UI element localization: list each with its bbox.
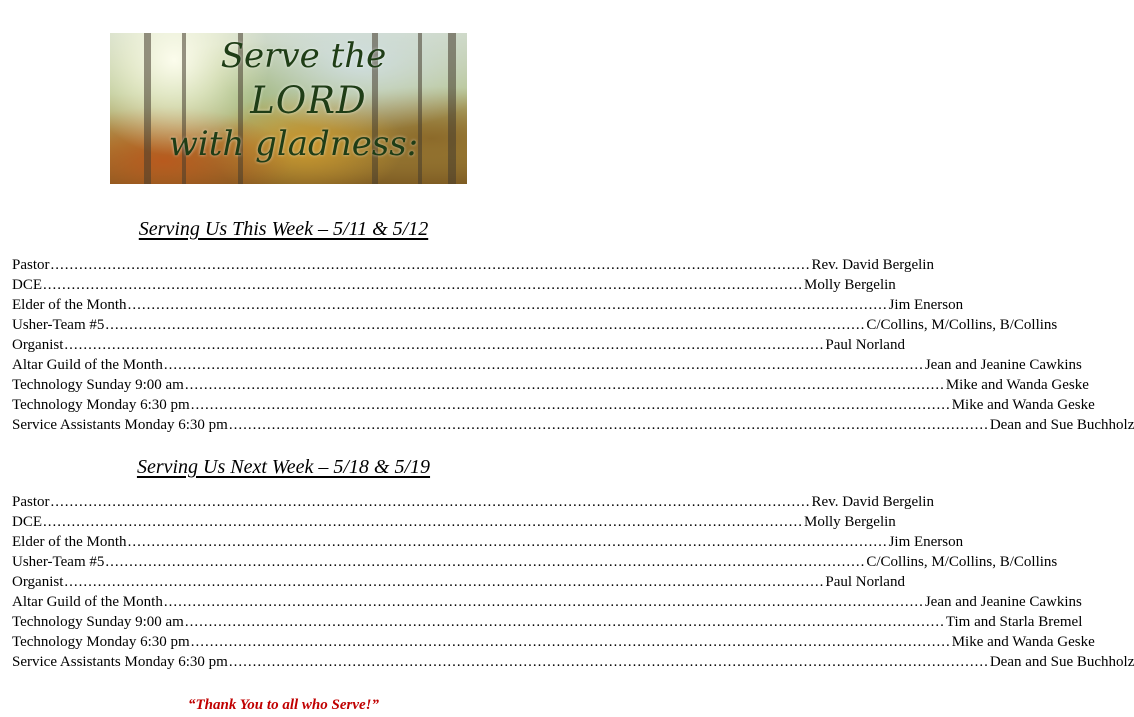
role-label: Service Assistants Monday 6:30 pm bbox=[12, 654, 228, 670]
list-item bbox=[12, 612, 1083, 632]
list-item bbox=[12, 572, 905, 592]
leader-dots: ................................................................................................................................................................ bbox=[105, 554, 866, 570]
role-label: Pastor bbox=[12, 257, 50, 273]
role-label: Technology Monday 6:30 pm bbox=[12, 634, 190, 650]
list-item bbox=[12, 632, 1095, 652]
role-label: DCE bbox=[12, 277, 42, 293]
banner-line-2: LORD bbox=[250, 79, 367, 122]
leader-dots: ................................................................................................................................................................ bbox=[190, 634, 951, 650]
role-label: Pastor bbox=[12, 494, 50, 510]
assignee-name: Jim Enerson bbox=[888, 297, 964, 313]
role-label: Elder of the Month bbox=[12, 297, 127, 313]
leader-dots: ................................................................................................................................................................ bbox=[64, 337, 825, 353]
leader-dots: ................................................................................................................................................................ bbox=[50, 257, 811, 273]
assignee-name: Dean and Sue Buchholz bbox=[989, 654, 1134, 670]
list-item bbox=[12, 592, 1082, 612]
leader-dots: ................................................................................................................................................................ bbox=[105, 317, 866, 333]
this-week-title: Serving Us This Week – 5/11 & 5/12 bbox=[138, 218, 429, 240]
list-item bbox=[12, 512, 896, 532]
banner-line-1: Serve the bbox=[220, 36, 387, 76]
leader-dots: ................................................................................................................................................................ bbox=[43, 514, 803, 530]
assignee-name: Mike and Wanda Geske bbox=[951, 634, 1095, 650]
this-week-list bbox=[12, 255, 1134, 435]
assignee-name: Mike and Wanda Geske bbox=[951, 397, 1095, 413]
role-label: Usher-Team #5 bbox=[12, 554, 105, 570]
list-item bbox=[12, 492, 934, 512]
next-week-title: Serving Us Next Week – 5/18 & 5/19 bbox=[136, 456, 431, 478]
assignee-name: Rev. David Bergelin bbox=[811, 494, 934, 510]
leader-dots: ................................................................................................................................................................ bbox=[50, 494, 811, 510]
leader-dots: ................................................................................................................................................................ bbox=[127, 297, 888, 313]
list-item bbox=[12, 552, 1058, 572]
role-label: Organist bbox=[12, 337, 64, 353]
leader-dots: ................................................................................................................................................................ bbox=[163, 594, 924, 610]
role-label: Technology Sunday 9:00 am bbox=[12, 614, 184, 630]
role-label: Service Assistants Monday 6:30 pm bbox=[12, 417, 228, 433]
role-label: Technology Sunday 9:00 am bbox=[12, 377, 184, 393]
thank-you-message: “Thank You to all who Serve!” bbox=[187, 697, 379, 713]
role-label: Usher-Team #5 bbox=[12, 317, 105, 333]
leader-dots: ................................................................................................................................................................ bbox=[190, 397, 951, 413]
leader-dots: ................................................................................................................................................................ bbox=[163, 357, 924, 373]
leader-dots: ................................................................................................................................................................ bbox=[228, 654, 989, 670]
banner-line-3: with gladness: bbox=[168, 124, 419, 164]
assignee-name: Dean and Sue Buchholz bbox=[989, 417, 1134, 433]
assignee-name: C/Collins, M/Collins, B/Collins bbox=[866, 317, 1058, 333]
assignee-name: Tim and Starla Bremel bbox=[945, 614, 1083, 630]
assignee-name: C/Collins, M/Collins, B/Collins bbox=[866, 554, 1058, 570]
role-label: Elder of the Month bbox=[12, 534, 127, 550]
leader-dots: ................................................................................................................................................................ bbox=[184, 377, 945, 393]
list-item bbox=[12, 335, 905, 355]
leader-dots: ................................................................................................................................................................ bbox=[64, 574, 825, 590]
role-label: DCE bbox=[12, 514, 42, 530]
list-item bbox=[12, 652, 1134, 672]
assignee-name: Jim Enerson bbox=[888, 534, 964, 550]
leader-dots: ................................................................................................................................................................ bbox=[127, 534, 888, 550]
list-item bbox=[12, 415, 1134, 435]
assignee-name: Paul Norland bbox=[825, 574, 905, 590]
leader-dots: ................................................................................................................................................................ bbox=[184, 614, 945, 630]
role-label: Altar Guild of the Month bbox=[12, 594, 163, 610]
assignee-name: Molly Bergelin bbox=[804, 514, 896, 530]
assignee-name: Jean and Jeanine Cawkins bbox=[924, 594, 1082, 610]
list-item bbox=[12, 395, 1095, 415]
banner-heading bbox=[110, 36, 467, 164]
list-item bbox=[12, 255, 934, 275]
assignee-name: Molly Bergelin bbox=[804, 277, 896, 293]
role-label: Organist bbox=[12, 574, 64, 590]
banner-image bbox=[110, 33, 467, 184]
list-item bbox=[12, 275, 896, 295]
role-label: Altar Guild of the Month bbox=[12, 357, 163, 373]
list-item bbox=[12, 532, 964, 552]
assignee-name: Paul Norland bbox=[825, 337, 905, 353]
next-week-list bbox=[12, 492, 1134, 672]
assignee-name: Jean and Jeanine Cawkins bbox=[924, 357, 1082, 373]
leader-dots: ................................................................................................................................................................ bbox=[228, 417, 989, 433]
list-item bbox=[12, 295, 964, 315]
list-item bbox=[12, 375, 1089, 395]
list-item bbox=[12, 355, 1082, 375]
leader-dots: ................................................................................................................................................................ bbox=[43, 277, 803, 293]
assignee-name: Rev. David Bergelin bbox=[811, 257, 934, 273]
assignee-name: Mike and Wanda Geske bbox=[945, 377, 1089, 393]
role-label: Technology Monday 6:30 pm bbox=[12, 397, 190, 413]
list-item bbox=[12, 315, 1058, 335]
